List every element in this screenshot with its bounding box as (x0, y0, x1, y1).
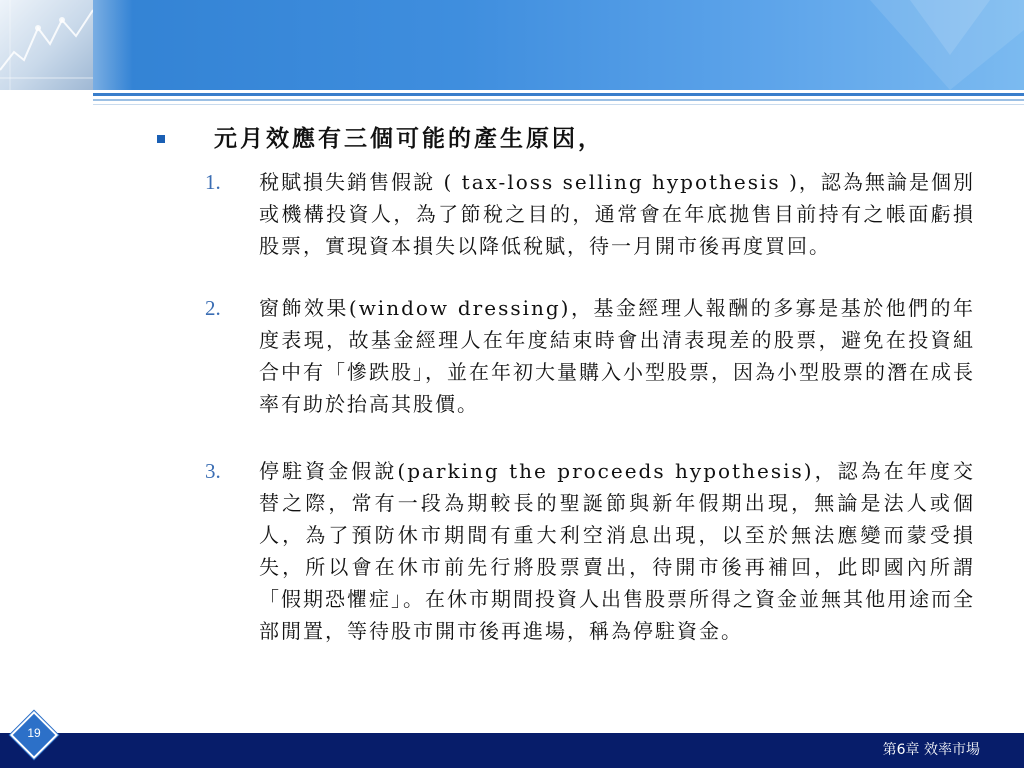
page-number: 19 (27, 726, 41, 740)
list-item-text: 窗飾效果(window dressing)，基金經理人報酬的多寡是基於他們的年度表現，故基金經理人在年度結束時會出清表現差的股票，避免在投資組合中有「慘跌股」，並在年初大量購入小型股票，因為小型股票的潛在成長率有助於抬高其股價。 (259, 296, 975, 416)
slide-heading: 元月效應有三個可能的產生原因， (214, 125, 604, 152)
square-bullet-icon (157, 135, 165, 143)
chapter-label: 第6章 效率市場 (882, 742, 980, 758)
list-item-number: 3. (205, 459, 221, 483)
footer-bar (0, 733, 1024, 768)
list-item-text: 稅賦損失銷售假說 ( tax-loss selling hypothesis )，認為無論是個別或機構投資人，為了節稅之目的，通常會在年底拋售目前持有之帳面虧損股票，實現資本損失以降低稅賦，待一月開市後再度買回。 (259, 170, 975, 258)
list-item-text: 停駐資金假說(parking the proceeds hypothesis)，認為在年度交替之際，常有一段為期較長的聖誕節與新年假期出現，無論是法人或個人，為了預防休市期間有重大利空消息出現，以至於無法應變而蒙受損失，所以會在休市前先行將股票賣出，待開市後再補回，此即國內所謂「假期恐懼症」。在休市期間投資人出售股票所得之資金並無其他用途而全部閒置，等待股市開市後再進場，稱為停駐資金。 (259, 459, 975, 643)
list-item-number: 2. (205, 296, 221, 320)
list-item-number: 1. (205, 170, 221, 194)
